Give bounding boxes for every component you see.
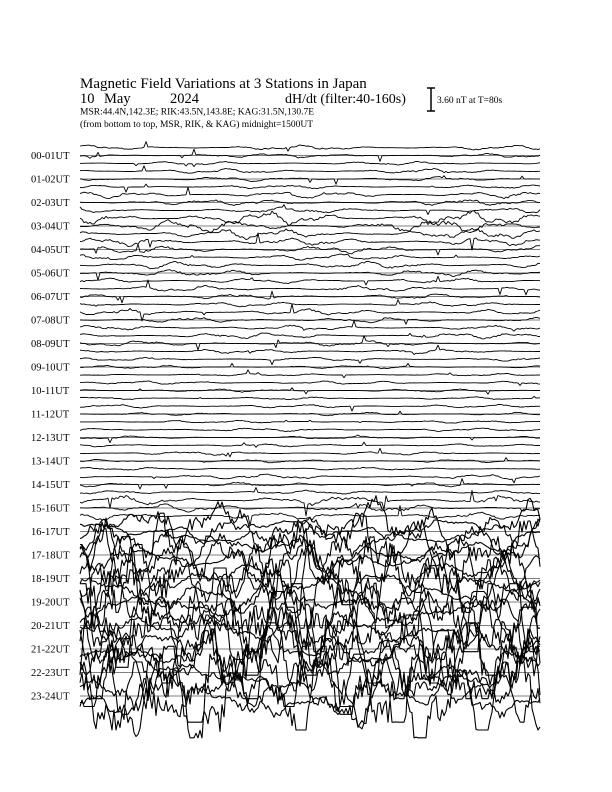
hour-label: 16-17UT: [31, 527, 70, 538]
hour-label: 03-04UT: [31, 221, 70, 233]
hour-label: 13-14UT: [31, 456, 70, 468]
hour-label: 14-15UT: [31, 480, 70, 491]
hour-label: 02-03UT: [31, 198, 70, 209]
hour-label: 00-01UT: [31, 151, 70, 162]
quantity-filter: dH/dt (filter:40-160s): [285, 92, 406, 107]
hour-label: 01-02UT: [31, 174, 70, 186]
hour-label: 06-07UT: [31, 292, 70, 303]
hour-label: 15-16UT: [31, 503, 70, 515]
station-order-note: (from bottom to top, MSR, RIK, & KAG) midnight=1500UT: [80, 120, 314, 130]
date-year: 2024: [170, 91, 199, 107]
hour-label: 04-05UT: [31, 245, 70, 256]
hour-label: 20-21UT: [31, 621, 70, 632]
hour-label: 22-23UT: [31, 668, 70, 679]
chart-title: Magnetic Field Variations at 3 Stations in Japan: [80, 76, 367, 92]
scale-bar-label: 3.60 nT at T=80s: [437, 96, 503, 106]
hour-label: 08-09UT: [31, 339, 70, 350]
hour-label: 21-22UT: [31, 644, 70, 656]
hour-label: 07-08UT: [31, 315, 70, 327]
hour-label: 12-13UT: [31, 433, 70, 444]
hour-label: 23-24UT: [31, 691, 70, 703]
hour-label: 11-12UT: [31, 409, 70, 421]
hour-label: 19-20UT: [31, 597, 70, 609]
date-day: 10: [80, 91, 95, 107]
hour-label: 05-06UT: [31, 268, 70, 280]
station-coordinates: MSR:44.4N,142.3E; RIK:43.5N,143.8E; KAG:31.5N,130.7E: [80, 107, 315, 118]
hour-label: 17-18UT: [31, 550, 70, 562]
hour-label: 18-19UT: [31, 574, 70, 585]
date-month: May: [104, 91, 131, 107]
hour-label: 10-11UT: [31, 386, 70, 397]
hour-label: 09-10UT: [31, 362, 70, 374]
